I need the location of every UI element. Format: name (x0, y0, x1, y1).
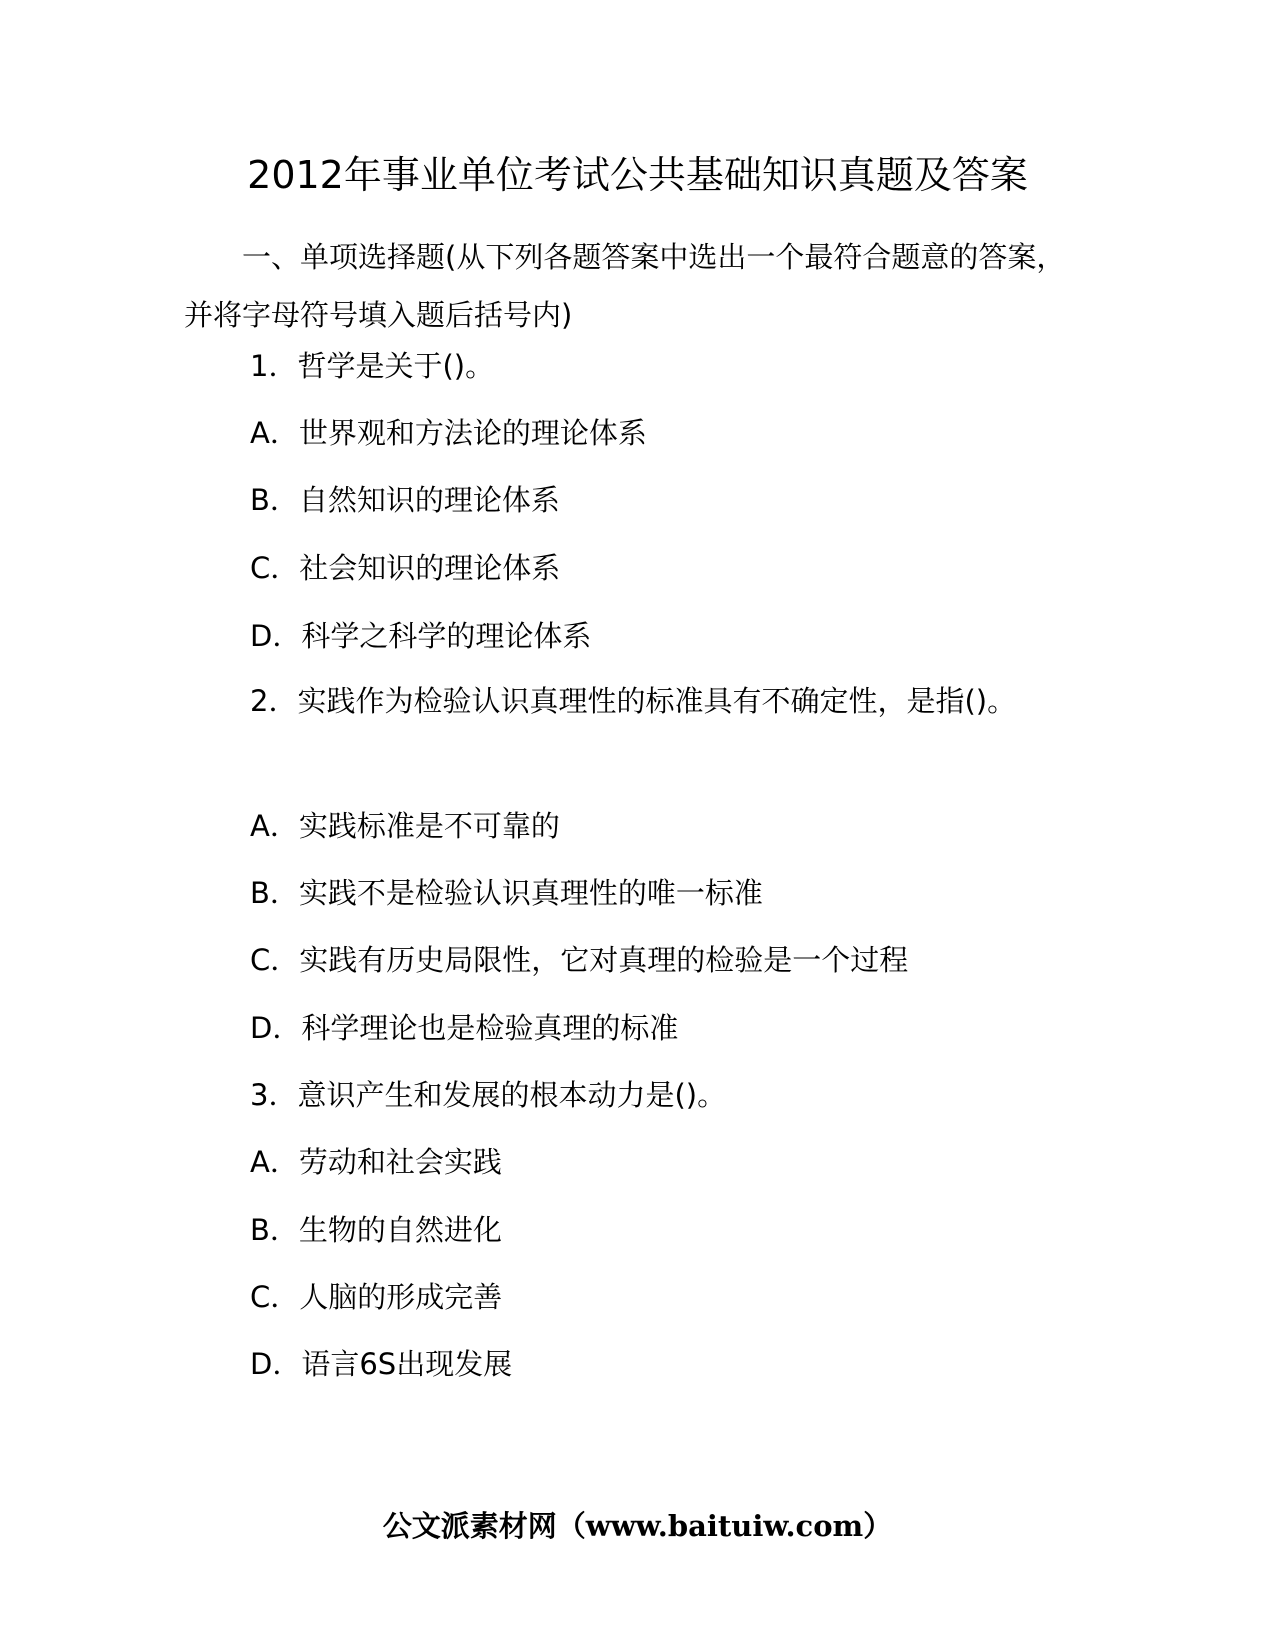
page-footer: 公文派素材网（www.baituiw.com） (382, 1509, 893, 1543)
question-3-option-a: A．劳动和社会实践 (250, 1145, 502, 1179)
document-title: 2012年事业单位考试公共基础知识真题及答案 (247, 153, 1028, 197)
question-1-stem: 1．哲学是关于()。 (250, 349, 495, 383)
question-1-option-a: A．世界观和方法论的理论体系 (250, 416, 647, 450)
question-1-option-c: C．社会知识的理论体系 (250, 551, 561, 585)
question-3-stem: 3．意识产生和发展的根本动力是()。 (250, 1078, 727, 1112)
question-2-option-c: C．实践有历史局限性，它对真理的检验是一个过程 (250, 943, 909, 977)
section-instructions: 一、单项选择题(从下列各题答案中选出一个最符合题意的答案，并将字母符号填入题后括号内) (184, 240, 1066, 332)
question-2-option-a: A．实践标准是不可靠的 (250, 809, 560, 843)
question-1-option-b: B．自然知识的理论体系 (250, 483, 560, 517)
question-3-option-d: D．语言6S出现发展 (250, 1347, 513, 1381)
question-2-stem: 2．实践作为检验认识真理性的标准具有不确定性，是指()。 (250, 684, 1017, 718)
question-1-option-d: D．科学之科学的理论体系 (250, 619, 592, 653)
question-2-option-d: D．科学理论也是检验真理的标准 (250, 1011, 679, 1045)
question-2-option-b: B．实践不是检验认识真理性的唯一标准 (250, 876, 763, 910)
question-3-option-c: C．人脑的形成完善 (250, 1280, 503, 1314)
question-3-option-b: B．生物的自然进化 (250, 1213, 502, 1247)
